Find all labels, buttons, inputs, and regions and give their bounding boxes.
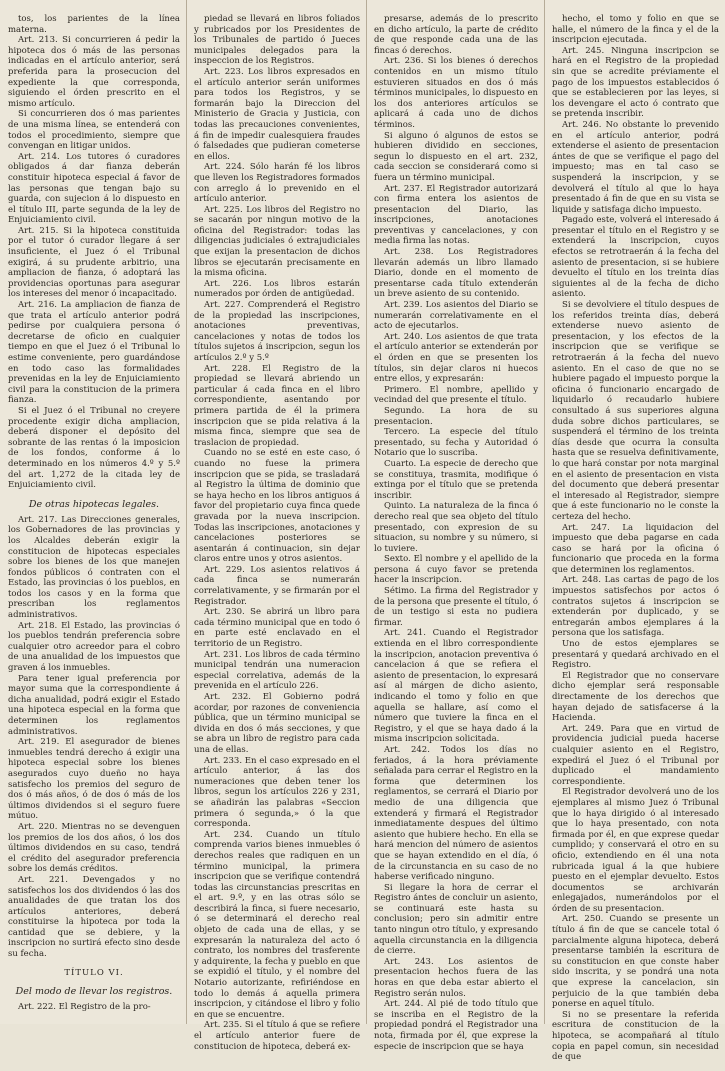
article-paragraph: Art. 234. Cuando un título comprenda varios bienes inmuebles ó derechos reales que radiquen en un término municipal, la primera inscripcion que se verifique contendrá todas las circunstancias prescritas en el art. 9.º, y en las otras sólo se describirá la finca, si fuere necesario, ó se determinará el derecho real objeto de cada una de ellas, y se expresarán la naturaleza del acto ó contrato, los nombres del trasferente y adquirente, la fecha y pueblo en que se expidió el título, y el nombre del Notario autorizante, refiriéndose en todo lo demás á aquella primera inscripcion, y citándose el libro y folio en que se encuentre. — [194, 829, 360, 1020]
article-paragraph: Art. 248. Las cartas de pago de los impuestos satisfechos por actos ó contratos sujetos á inscripcion se extenderán por duplicado, y se entregarán ambos ejemplares á la persona que los satisfaga. — [552, 575, 719, 639]
article-paragraph: Quinto. La naturaleza de la finca ó derecho real que sea objeto del título presentado, con expresion de su situacion, su nombre y su número, si lo tuviere. — [374, 501, 538, 554]
article-paragraph: Art. 224. Sólo harán fé los libros que lleven los Registradores formados con arreglo á lo prevenido en el artículo anterior. — [194, 162, 360, 205]
article-paragraph: Para tener igual preferencia por mayor suma que la correspondiente á dicha anualidad, podrá exigir el Estado una hipoteca especial en la forma que determinen los reglamentos administrativos. — [8, 673, 180, 737]
article-paragraph: Si concurrieren dos ó mas parientes de una misma línea, se entenderá con todos el procedimiento, siempre que convengan en litigar unidos. — [8, 109, 180, 152]
article-paragraph: Si se devolviere el título despues de los referidos treinta días, deberá extenderse nuevo asiento de presentacion, y los efectos de la inscripcion que se verifique se retrotraerán á la fecha del nuevo asiento. En el caso de que no se hubiere pagado el impuesto porque la oficina ó funcionario encargado de liquidarlo ó recaudarlo hubiere consultado á sus superiores alguna duda sobre dichos particulares, se suspenderá el término de los treinta días desde que ocurra la consulta hasta que se resuelva definitivamente, lo que hará constar por nota marginal en el asiento de presentacion en vista del documento que deberá presentar el interesado al Registrador, siempre que á este funcionario no le conste la certeza del hecho. — [552, 300, 719, 522]
article-paragraph: Cuando no se esté en este caso, ó cuando no fuese la primera inscripcion que se pida, se trasladará al Registro la última de dominio que se haya hecho en los libros antiguos á favor del propietario cuya finca quede gravada por la nueva inscripcion. Todas las inscripciones, anotaciones y cancelaciones posteriores se asentarán á continuacion, sin dejar claros entre unos y otros asientos. — [194, 448, 360, 565]
article-paragraph: Art. 231. Los libros de cada término municipal tendrán una numeracion especial correlativa, además de la prevenida en el artículo 226. — [194, 649, 360, 692]
article-paragraph: Art. 239. Los asientos del Diario se numerarán correlativamente en el acto de ejecutarlos. — [374, 300, 538, 332]
article-paragraph: Art. 213. Si concurrieren á pedir la hipoteca dos ó más de las personas indicadas en el artículo anterior, será preferida para la prosecucion del expediente la que corresponda, siguiendo el órden prescrito en el mismo artículo. — [8, 35, 180, 109]
article-paragraph: tos, los parientes de la línea materna. — [8, 14, 180, 35]
article-paragraph: Segundo. La hora de su presentacion. — [374, 405, 538, 427]
article-paragraph: Art. 225. Los libros del Registro no se sacarán por ningun motivo de la oficina del Registrador: todas las diligencias judiciales ó extrajudiciales que exijan la presentacion de dichos libros se ejecutarán precisamente en la misma oficina. — [194, 204, 360, 279]
text-column-2 — [186, 0, 366, 1052]
article-paragraph: Art. 216. La ampliacion de fianza de que trata el artículo anterior podrá pedirse por cualquiera persona ó decretarse de oficio en cualquier tiempo en que el Juez ó el Tribunal lo estime conveniente, pero guardándose en todo caso las formalidades prevenidas en la ley de Enjuiciamiento civil para la constitucion de la primera fianza. — [8, 300, 180, 406]
article-paragraph: Art. 229. Los asientos relativos á cada finca se numerarán correlativamente, y se firmarán por el Registrador. — [194, 564, 360, 607]
article-paragraph: Sexto. El nombre y el apellido de la persona á cuyo favor se pretenda hacer la inscripcion. — [374, 554, 538, 586]
article-paragraph: Si alguno ó algunos de estos se hubieren dividido en secciones, segun lo dispuesto en el art. 232, cada seccion se considerará como si fuera un término municipal. — [374, 130, 538, 183]
article-paragraph: piedad se llevará en libros foliados y rubricados por los Presidentes de los Tribunales de partido ó Jueces municipales delegados para la inspeccion de los Registros. — [194, 14, 360, 67]
article-paragraph: Si el Juez ó el Tribunal no creyere procedente exigir dicha ampliacion, deberá disponer el depósito del sobrante de las rentas ó la imposicion de los fondos, conforme á lo determinado en los números 4.º y 5.º del art. 1,272 de la citada ley de Enjuiciamiento civil. — [8, 405, 180, 491]
article-paragraph: hecho, el tomo y folio en que se halle, el número de la finca y el de la inscripcion ejecutada. — [552, 14, 719, 46]
article-paragraph: Primero. El nombre, apellido y vecindad del que presente el título. — [374, 384, 538, 406]
article-paragraph: Art. 232. El Gobierno podrá acordar, por razones de conveniencia pública, que un término municipal se divida en dos ó más secciones, y que se abra un libro de registro para cada una de ellas. — [194, 692, 360, 755]
article-paragraph: Art. 233. En el caso expresado en el artículo anterior, á las dos numeraciones que deben tener los libros, segun los artículos 226 y 231, se añadirán las palabras «Seccion primera ó segunda,» ó la que corresponda. — [194, 755, 360, 830]
text-column-4 — [544, 0, 725, 1063]
article-paragraph: Art. 227. Comprenderá el Registro de la propiedad las inscripciones, anotaciones preventivas, cancelaciones y notas de todos los títulos sujetos á inscripcion, segun los artículos 2.º y 5.º — [194, 300, 360, 363]
article-paragraph: Art. 242. Todos los días no feriados, á la hora préviamente señalada para cerrar el Registro en la forma que determinen los reglamentos, se cerrará el Diario por medio de una diligencia que extenderá y firmará el Registrador inmediatamente despues del último asiento que hubiere hecho. En ella se hará mencion del número de asientos que se hayan extendido en el día, ó de la circunstancia en su caso de no haberse verificado ninguno. — [374, 744, 538, 883]
article-paragraph: Art. 245. Ninguna inscripcion se hará en el Registro de la propiedad sin que se acredite préviamente el pago de los impuestos establecidos ó que se establecieren por las leyes, si los devengare el acto ó contrato que se pretenda inscribir. — [552, 45, 719, 120]
article-paragraph: Art. 238. Los Registradores llevarán además un libro llamado Diario, donde en el momento de presentarse cada título extenderán un breve asiento de su contenido. — [374, 247, 538, 300]
article-paragraph: Si llegare la hora de cerrar el Registro ántes de concluir un asiento, se continuará este hasta su conclusion; pero sin admitir entre tanto ningun otro título, y expresando aquella circunstancia en la diligencia de cierre. — [374, 882, 538, 957]
article-paragraph: Pagado este, volverá el interesado á presentar el título en el Registro y se extenderá la inscripcion, cuyos efectos se retrotraerán á la fecha del asiento de presentacion, si se hubiere devuelto el título en los treinta días siguientes al de la fecha de dicho asiento. — [552, 215, 719, 300]
article-paragraph: Art. 244. Al pié de todo título que se inscriba en el Registro de la propiedad pondrá el Registrador una nota, firmada por él, que exprese la especie de inscripcion que se haya — [374, 999, 538, 1052]
section-heading: Del modo de llevar los registros. — [15, 986, 173, 998]
section-heading: De otras hipotecas legales. — [28, 498, 160, 510]
article-paragraph: Art. 219. El asegurador de bienes inmuebles tendrá derecho á exigir una hipoteca especial sobre los bienes asegurados cuyo dueño no haya satisfecho los premios del seguro de dos ó más años, ó de dos ó más de los últimos dividendos si el seguro fuere mútuo. — [8, 737, 180, 822]
article-paragraph: Art. 215. Si la hipoteca constituida por el tutor ó curador llegare á ser insuficiente, el Juez ó el Tribunal exigirá, á su prudente arbitrio, una ampliacion de fianza, ó adoptará las providencias oportunas para asegurar los intereses del menor ó incapacitado. — [8, 225, 180, 300]
article-paragraph: Cuarto. La especie de derecho que se constituya, trasmita, modifique ó extinga por el título que se pretenda inscribir. — [374, 458, 538, 501]
article-paragraph: Art. 220. Mientras no se devenguen los premios de los dos años, ó los dos últimos dividendos en su caso, tendrá el crédito del asegurador preferencia sobre los demás créditos. — [8, 821, 180, 875]
article-paragraph: Art. 236. Si los bienes ó derechos contenidos en un mismo título estuvieren situados en dos ó más términos municipales, lo dispuesto en los dos anteriores artículos se aplicará á cada uno de dichos términos. — [374, 56, 538, 130]
article-paragraph: Art. 237. El Registrador autorizará con firma entera los asientos de presentacion del Diario, las inscripciones, anotaciones preventivas y cancelaciones, y con media firma las notas. — [374, 183, 538, 247]
article-paragraph: Art. 221. Devengados y no satisfechos los dos dividendos ó las dos anualidades de que tratan los dos artículos anteriores, deberá constituirse la hipoteca por toda la cantidad que se debiere, y la inscripcion no surtirá efecto sino desde su fecha. — [8, 874, 180, 960]
article-paragraph: Art. 217. Las Direcciones generales, los Gobernadores de las provincias y los Alcaldes deberán exigir la constitucion de hipotecas especiales sobre los bienes de los que manejen fondos públicos ó contraten con el Estado, las provincias ó los pueblos, en todos los casos y en la forma que prescriban los reglamentos administrativos. — [8, 514, 180, 621]
article-paragraph: Art. 246. No obstante lo prevenido en el artículo anterior, podrá extenderse el asiento de presentacion ántes de que se verifique el pago del impuesto; mas en tal caso se suspenderá la inscripcion, y se devolverá el título al que lo haya presentado á fin de que en su vista se liquide y satisfaga dicho impuesto. — [552, 119, 719, 215]
article-paragraph: Sétimo. La firma del Registrador y de la persona que presente el título, ó de un testigo si esta no pudiera firmar. — [374, 586, 538, 628]
article-paragraph: El Registrador que no conservare dicho ejemplar será responsable directamente de los derechos que hayan dejado de satisfacerse á la Hacienda. — [552, 670, 719, 724]
article-paragraph: Art. 223. Los libros expresados en el artículo anterior serán uniformes para todos los Registros, y se formarán bajo la Direccion del Ministerio de Gracia y Justicia, con todas las precauciones convenientes, á fin de impedir cualesquiera fraudes ó falsedades que pudieran cometerse en ellos. — [194, 66, 360, 162]
article-paragraph: Art. 247. La liquidacion del impuesto que deba pagarse en cada caso se hará por la oficina ó funcionario que proceda en la forma que determinen los reglamentos. — [552, 522, 719, 575]
article-paragraph: Art. 235. Si el título á que se refiere el artículo anterior fuere de constitucion de hipoteca, deberá ex- — [194, 1020, 360, 1052]
article-paragraph: Uno de estos ejemplares se presentará y quedará archivado en el Registro. — [552, 639, 719, 671]
article-paragraph: Art. 222. El Registro de la pro- — [18, 1002, 151, 1013]
article-paragraph: Art. 214. Los tutores ó curadores obligados á dar fianza deberán constituir hipoteca especial á favor de las personas que tengan bajo su guarda, con sujecion á lo dispuesto en el título III, parte segunda de la ley de Enjuiciamiento civil. — [8, 151, 180, 226]
article-paragraph: Art. 250. Cuando se presente un título á fin de que se cancele total ó parcialmente alguna hipoteca, deberá presentarse también la escritura de su constitucion en que conste haber sido inscrita, y se pondrá una nota que exprese la cancelacion, sin perjuicio de la que también deba ponerse en aquel título. — [552, 914, 719, 1010]
article-paragraph: El Registrador devolverá uno de los ejemplares al mismo Juez ó Tribunal que lo haya dirigido ó al interesado que lo haya presentado, con nota firmada por él, en que exprese quedar cumplido; y conservará el otro en su oficio, extendiendo en él una nota rubricada igual á la que hubiere puesto en el ejemplar devuelto. Estos documentos se archivarán enlegajados, numerándolos por el órden de su presentacion. — [552, 787, 719, 914]
article-paragraph: Art. 243. Los asientos de presentacion hechos fuera de las horas en que deba estar abierto el Registro serán nulos. — [374, 956, 538, 999]
text-column-3 — [366, 0, 544, 1052]
article-paragraph: Art. 241. Cuando el Registrador extienda en el libro correspondiente la inscripcion, anotacion preventiva ó cancelacion á que se refiera el asiento de presentacion, lo expresará así al márgen de dicho asiento, indicando el tomo y folio en que aquella se hallare, así como el número que tuviere la finca en el Registro, y el que se haya dado á la misma inscripcion solicitada. — [374, 628, 538, 745]
article-paragraph: Art. 249. Para que en virtud de providencia judicial pueda hacerse cualquier asiento en el Registro, expedirá el Juez ó el Tribunal por duplicado el mandamiento correspondiente. — [552, 723, 719, 787]
article-paragraph: Art. 228. El Registro de la propiedad se llevará abriendo un particular á cada finca en el libro correspondiente, asentando por primera partida de él la primera inscripcion que se pida relativa á la misma finca, siempre que sea de traslacion de propiedad. — [194, 363, 360, 448]
section-heading: TÍTULO VI. — [64, 967, 124, 978]
article-paragraph: Tercero. La especie del título presentado, su fecha y Autoridad ó Notario que lo suscriba. — [374, 427, 538, 459]
article-paragraph: Si no se presentare la referida escritura de constitucion de la hipoteca, se acompañará al título copia en papel comun, sin necesidad de que — [552, 1009, 719, 1063]
article-paragraph: presarse, además de lo prescrito en dicho artículo, la parte de crédito de que responde cada una de las fincas ó derechos. — [374, 14, 538, 56]
article-paragraph: Art. 240. Los asientos de que trata el artículo anterior se extenderán por el órden en que se presenten los títulos, sin dejar claros ni huecos entre ellos, y expresarán: — [374, 331, 538, 385]
article-paragraph: Art. 218. El Estado, las provincias ó los pueblos tendrán preferencia sobre cualquier otro acreedor para el cobro de una anualidad de los impuestos que graven á los inmuebles. — [8, 620, 180, 674]
article-paragraph: Art. 226. Los libros estarán numerados por órden de antigüedad. — [194, 278, 360, 300]
article-paragraph: Art. 230. Se abrirá un libro para cada término municipal que en todo ó en parte esté enclavado en el territorio de un Registro. — [194, 607, 360, 650]
text-column-1 — [0, 0, 186, 1024]
